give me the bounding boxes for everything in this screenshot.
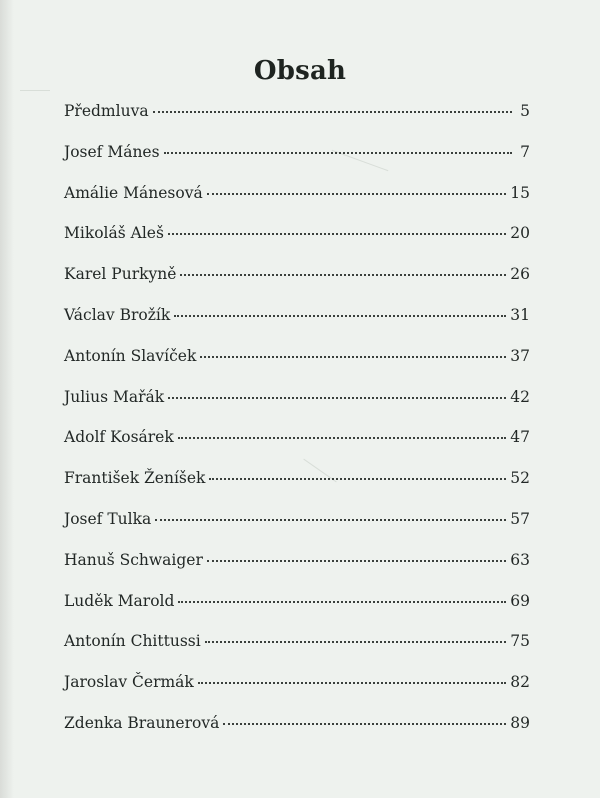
toc-entry-label: Julius Mařák	[64, 387, 165, 406]
toc-entry-label: František Ženíšek	[64, 469, 206, 488]
toc-entry-page-number: 47	[510, 428, 530, 447]
dot-leader	[168, 233, 506, 235]
toc-entry-page-number: 42	[510, 387, 530, 406]
toc-entry	[64, 137, 530, 178]
dot-leader	[209, 478, 506, 480]
toc-entry-label: Antonín Chittussi	[64, 632, 201, 651]
toc-entry	[64, 382, 530, 423]
dot-leader	[168, 397, 506, 399]
dot-leader	[205, 641, 507, 643]
toc-entry	[64, 463, 530, 504]
toc-entry	[64, 96, 530, 137]
dot-leader	[198, 682, 506, 684]
toc-entry-page-number: 7	[520, 142, 530, 161]
dot-leader	[207, 560, 506, 562]
toc-entry-label: Josef Mánes	[64, 142, 160, 161]
toc-entry	[64, 300, 530, 341]
toc-entry-label: Hanuš Schwaiger	[64, 550, 203, 569]
toc-entry-page-number: 5	[520, 102, 530, 120]
toc-entry	[64, 586, 530, 627]
toc-entry-page-number: 69	[510, 591, 530, 610]
toc-entry-page-number: 52	[510, 469, 530, 488]
toc-entry	[64, 422, 530, 463]
toc-entry-label: Karel Purkyně	[64, 265, 177, 284]
dot-leader	[155, 519, 506, 521]
toc-entry	[64, 708, 530, 749]
toc-entry-page-number: 57	[510, 509, 530, 528]
dot-leader	[223, 723, 506, 725]
toc-entry	[64, 545, 530, 586]
toc-entry-label: Předmluva	[64, 102, 149, 120]
toc-entry	[64, 259, 530, 300]
page-binding-edge	[0, 0, 14, 798]
toc-entry-page-number: 31	[510, 305, 530, 324]
table-of-contents	[64, 96, 530, 749]
dot-leader	[164, 152, 512, 154]
toc-entry-page-number: 89	[510, 713, 530, 732]
toc-entry	[64, 626, 530, 667]
toc-entry-label: Amálie Mánesová	[64, 183, 203, 202]
toc-entry-label: Jaroslav Čermák	[64, 673, 194, 692]
toc-entry	[64, 218, 530, 259]
toc-entry-page-number: 15	[510, 183, 530, 202]
toc-entry-label: Adolf Kosárek	[64, 428, 174, 447]
paper-streak	[20, 90, 50, 91]
toc-entry-label: Václav Brožík	[64, 305, 171, 324]
dot-leader	[180, 274, 506, 276]
dot-leader	[178, 437, 507, 439]
toc-entry-label: Mikoláš Aleš	[64, 224, 164, 243]
toc-entry	[64, 667, 530, 708]
toc-entry	[64, 341, 530, 382]
dot-leader	[200, 356, 506, 358]
toc-entry-label: Antonín Slavíček	[64, 346, 197, 365]
toc-entry-page-number: 20	[510, 224, 530, 243]
dot-leader	[207, 193, 507, 195]
toc-entry	[64, 504, 530, 545]
toc-entry	[64, 178, 530, 219]
toc-entry-page-number: 63	[510, 550, 530, 569]
toc-entry-page-number: 37	[510, 346, 530, 365]
toc-entry-label: Zdenka Braunerová	[64, 713, 220, 732]
dot-leader	[153, 111, 512, 113]
dot-leader	[174, 315, 506, 317]
toc-entry-page-number: 26	[510, 265, 530, 284]
toc-entry-label: Josef Tulka	[64, 509, 152, 528]
toc-entry-page-number: 82	[510, 673, 530, 692]
toc-entry-label: Luděk Marold	[64, 591, 175, 610]
toc-entry-page-number: 75	[510, 632, 530, 651]
dot-leader	[178, 601, 506, 603]
page-title: Obsah	[253, 56, 347, 86]
